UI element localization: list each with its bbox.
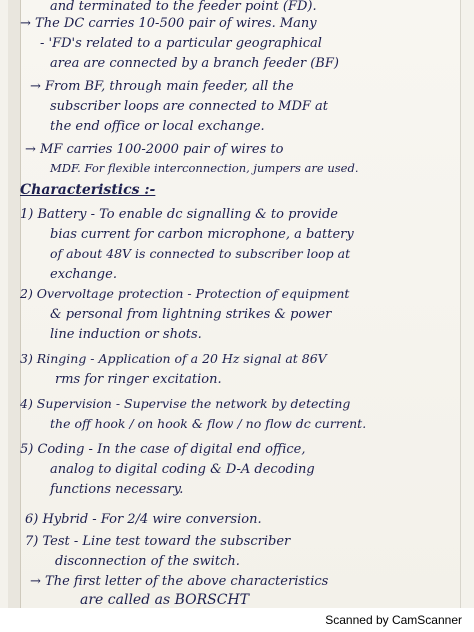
paper-margin bbox=[8, 0, 21, 608]
note-line: - 'FD's related to a particular geographical bbox=[40, 36, 322, 51]
note-line: and terminated to the feeder point (FD). bbox=[50, 0, 317, 14]
note-line: analog to digital coding & D-A decoding bbox=[50, 462, 315, 477]
note-line: the end office or local exchange. bbox=[50, 119, 265, 134]
note-line: Characteristics :- bbox=[20, 182, 156, 198]
note-line: & personal from lightning strikes & power bbox=[50, 307, 332, 322]
note-line: are called as BORSCHT bbox=[80, 592, 250, 608]
note-line: 1) Battery - To enable dc signalling & to provide bbox=[20, 207, 338, 222]
note-line: the off hook / on hook & flow / no flow dc current. bbox=[50, 416, 367, 431]
note-line: 4) Supervision - Supervise the network by detecting bbox=[20, 396, 351, 411]
notebook-paper bbox=[8, 0, 461, 608]
note-line: functions necessary. bbox=[50, 482, 184, 497]
note-line: → The DC carries 10-500 pair of wires. Many bbox=[20, 16, 317, 31]
note-line: 7) Test - Line test toward the subscriber bbox=[25, 534, 291, 549]
note-line: area are connected by a branch feeder (BF) bbox=[50, 56, 339, 71]
note-line: → The first letter of the above characteristics bbox=[30, 574, 329, 589]
note-line: exchange. bbox=[50, 267, 117, 282]
note-line: rms for ringer excitation. bbox=[55, 372, 222, 387]
note-line: 2) Overvoltage protection - Protection of equipment bbox=[20, 286, 350, 301]
note-line: 3) Ringing - Application of a 20 Hz signal at 86V bbox=[20, 351, 327, 366]
note-line: → MF carries 100-2000 pair of wires to bbox=[25, 142, 284, 157]
note-line: subscriber loops are connected to MDF at bbox=[50, 99, 329, 114]
note-line: of about 48V is connected to subscriber loop at bbox=[50, 246, 351, 261]
note-line: 5) Coding - In the case of digital end office, bbox=[20, 442, 306, 457]
note-line: bias current for carbon microphone, a battery bbox=[50, 227, 354, 242]
scanner-watermark: Scanned by CamScanner bbox=[325, 613, 462, 627]
note-line: line induction or shots. bbox=[50, 327, 202, 342]
note-line: MDF. For flexible interconnection, jumpers are used. bbox=[50, 161, 359, 175]
note-line: → From BF, through main feeder, all the bbox=[30, 79, 294, 94]
note-line: disconnection of the switch. bbox=[55, 554, 240, 569]
note-line: 6) Hybrid - For 2/4 wire conversion. bbox=[25, 512, 262, 527]
